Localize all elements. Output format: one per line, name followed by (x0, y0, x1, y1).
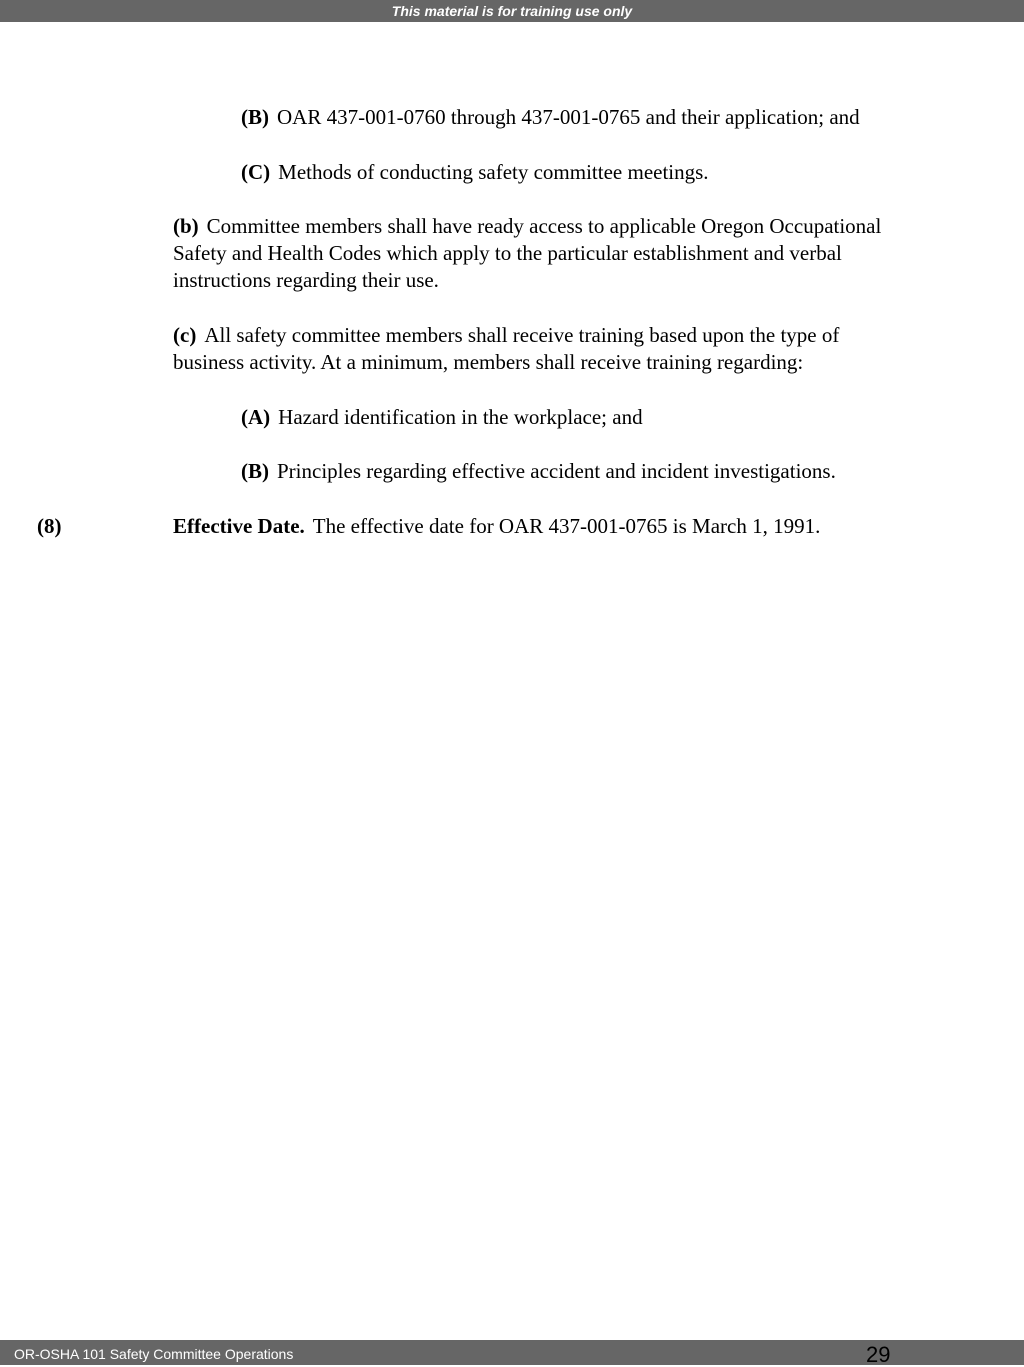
para-text: All safety committee members shall receive training based upon the type of (204, 323, 840, 347)
para-b-line-1 (173, 213, 881, 240)
item-text: Hazard identification in the workplace; and (278, 405, 643, 429)
item-text: Methods of conducting safety committee meetings. (278, 160, 709, 184)
item-text: OAR 437-001-0760 through 437-001-0765 and their application; and (277, 105, 860, 129)
para-b-line-2: Safety and Health Codes which apply to the particular establishment and verbal (173, 241, 842, 265)
section-heading: Effective Date. (173, 514, 305, 538)
item-text: Principles regarding effective accident and incident investigations. (277, 459, 836, 483)
item-b-investigations (241, 458, 836, 485)
item-label: (B) (241, 105, 269, 129)
footer-title: OR-OSHA 101 Safety Committee Operations (14, 1346, 294, 1362)
para-c-line-1 (173, 322, 839, 349)
training-banner: This material is for training use only (0, 0, 1024, 22)
section-effective-date (173, 513, 820, 540)
section-text: The effective date for OAR 437-001-0765 is March 1, 1991. (312, 514, 821, 538)
footer-bar (0, 1340, 1024, 1365)
para-b-line-3: instructions regarding their use. (173, 268, 439, 292)
section-number: (8) (37, 514, 62, 538)
para-text: Committee members shall have ready access to applicable Oregon Occupational (206, 214, 882, 238)
para-label: (b) (173, 214, 199, 238)
item-c-meetings (241, 159, 709, 186)
item-label: (B) (241, 459, 269, 483)
para-label: (c) (173, 323, 197, 347)
item-a-hazard (241, 404, 643, 431)
page-number: 29 (866, 1342, 891, 1367)
item-b-oar-range (241, 104, 860, 131)
item-label: (A) (241, 405, 271, 429)
para-c-line-2: business activity. At a minimum, members shall receive training regarding: (173, 350, 804, 374)
item-label: (C) (241, 160, 271, 184)
